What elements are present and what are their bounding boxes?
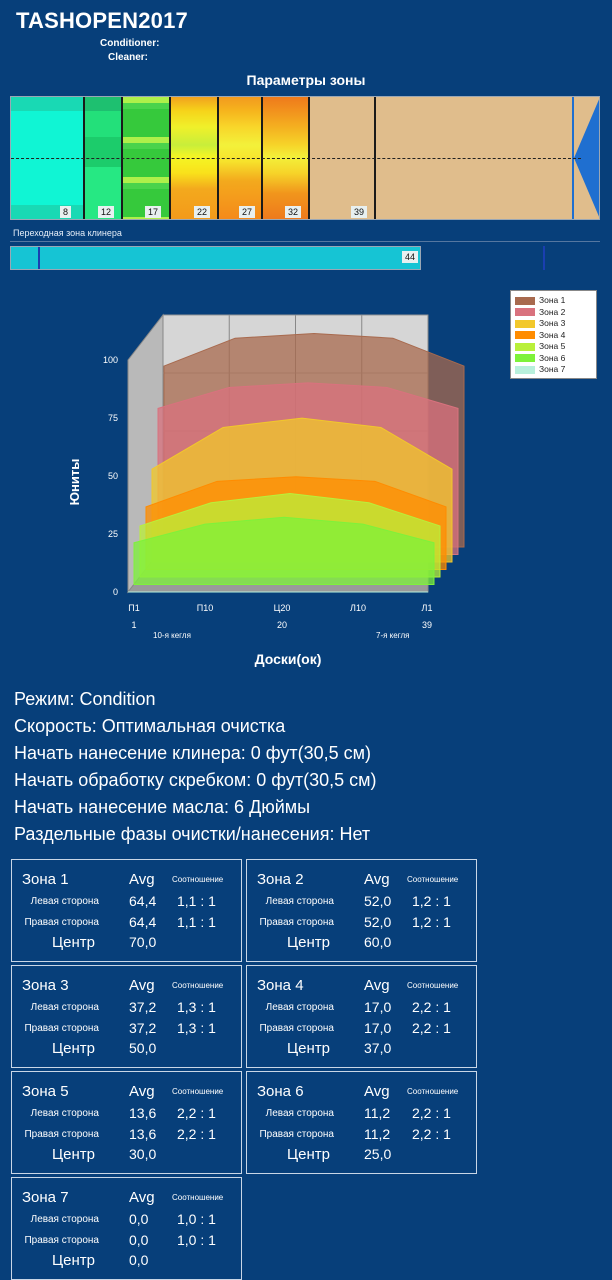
right-ratio-value: 1,1 : 1 [177,914,216,930]
right-side-label: Правая сторона [259,917,334,928]
divider [10,241,600,242]
left-side-label: Левая сторона [265,896,334,907]
left-ratio-value: 2,2 : 1 [412,999,451,1015]
left-avg-value: 13,6 [129,1105,157,1121]
legend-label: Зона 7 [539,364,566,374]
zone-params-bar [10,96,600,220]
legend-item [515,295,565,306]
zone-card-title: Зона 2 [257,871,304,888]
ratio-header: Соотношение [172,981,224,990]
center-label: Центр [52,1040,95,1057]
center-label: Центр [52,934,95,951]
avg-header: Avg [129,977,155,994]
pattern-title: TASHOPEN2017 [16,8,188,33]
left-side-label: Левая сторона [30,1214,99,1225]
legend-item [515,353,565,364]
center-label: Центр [287,1146,330,1163]
right-ratio-value: 1,2 : 1 [412,914,451,930]
right-ratio-value: 2,2 : 1 [412,1126,451,1142]
center-value: 37,0 [364,1040,392,1056]
zone-marker: 39 [351,206,367,218]
right-ratio-value: 1,0 : 1 [177,1232,216,1248]
left-side-label: Левая сторона [265,1002,334,1013]
legend-label: Зона 4 [539,329,566,340]
y-tick-label: 50 [107,471,118,481]
zone-card [11,965,242,1068]
center-value: 50,0 [129,1040,157,1056]
legend-label: Зона 2 [539,306,566,317]
right-side-label: Правая сторона [24,1023,99,1034]
avg-header: Avg [364,1083,390,1100]
info-split-phases: Раздельные фазы очистки/нанесения: Нет [14,824,371,844]
conditioner-label: Conditioner: [100,38,160,49]
left-side-label: Левая сторона [265,1108,334,1119]
zone-card-title: Зона 1 [22,871,69,888]
avg-header: Avg [364,871,390,888]
right-ratio-value: 2,2 : 1 [412,1020,451,1036]
info-oil-start: Начать нанесение масла: 6 Дюймы [14,797,311,817]
zone-card-title: Зона 3 [22,977,69,994]
center-value: 30,0 [129,1146,157,1162]
center-value: 25,0 [364,1146,392,1162]
legend-item [515,341,565,352]
right-side-label: Правая сторона [24,917,99,928]
ratio-header: Соотношение [172,1087,224,1096]
center-label: Центр [287,1040,330,1057]
legend-label: Зона 5 [539,341,566,351]
right-side-label: Правая сторона [259,1023,334,1034]
right-ratio-value: 1,3 : 1 [177,1020,216,1036]
zone-card [11,859,242,962]
center-label: Центр [287,934,330,951]
y-tick-label: 75 [107,413,118,423]
zone-marker: 17 [145,206,161,218]
y-tick-label: 100 [102,355,118,365]
zone-card [246,1071,477,1174]
right-avg-value: 0,0 [129,1232,149,1248]
left-avg-value: 0,0 [129,1211,149,1227]
legend-item [515,307,565,318]
y-tick-label: 0 [112,587,118,597]
right-avg-value: 13,6 [129,1126,157,1142]
legend-label: Зона 1 [539,295,566,305]
x-tick-label: П10 [196,603,214,613]
right-avg-value: 17,0 [364,1020,392,1036]
ratio-header: Соотношение [172,875,224,884]
right-avg-value: 37,2 [129,1020,157,1036]
center-label: Центр [52,1252,95,1269]
left-avg-value: 11,2 [364,1105,391,1121]
left-ratio-value: 1,3 : 1 [177,999,216,1015]
zone-card-title: Зона 4 [257,977,304,994]
right-side-label: Правая сторона [24,1235,99,1246]
zone-marker: 22 [194,206,210,218]
y-axis-label: Юниты [67,458,82,506]
x-axis-label: Доски(ок) [254,651,322,667]
zone-card [246,965,477,1068]
left-avg-value: 64,4 [129,893,157,909]
ratio-header: Соотношение [172,1193,224,1202]
left-avg-value: 52,0 [364,893,392,909]
cleaner-transition-label: Переходная зона клинера [13,228,122,238]
y-tick-label: 25 [107,529,118,539]
pin-note: 10-я кегля [153,631,191,640]
board-number: 39 [421,620,433,630]
legend-item [515,330,565,341]
x-tick-label: Л10 [350,603,366,613]
info-speed: Скорость: Оптимальная очистка [14,716,286,736]
center-value: 60,0 [364,934,392,950]
zone-card [246,859,477,962]
left-ratio-value: 1,2 : 1 [412,893,451,909]
left-ratio-value: 2,2 : 1 [412,1105,451,1121]
board-number: 20 [276,620,288,630]
legend-item [515,364,565,375]
zone-card-title: Зона 6 [257,1083,304,1100]
legend-label: Зона 6 [539,352,566,363]
right-side-label: Правая сторона [24,1129,99,1140]
right-avg-value: 52,0 [364,914,392,930]
info-cleaner-start: Начать нанесение клинера: 0 фут(30,5 см) [14,743,372,763]
left-ratio-value: 1,1 : 1 [177,893,216,909]
zone-params-heading: Параметры зоны [246,72,366,88]
x-tick-label: П1 [128,603,140,613]
zone-marker: 8 [60,206,71,218]
legend-label: Зона 3 [539,318,566,328]
zone-card-title: Зона 5 [22,1083,69,1100]
right-ratio-value: 2,2 : 1 [177,1126,216,1142]
chart-legend [510,290,597,379]
info-mode: Режим: Condition [14,689,156,709]
avg-header: Avg [129,1083,155,1100]
zone-card-title: Зона 7 [22,1189,69,1206]
transition-marker: 44 [402,251,418,263]
left-side-label: Левая сторона [30,1002,99,1013]
ratio-header: Соотношение [407,875,459,884]
info-scraper-start: Начать обработку скребком: 0 фут(30,5 см) [14,770,377,790]
right-avg-value: 11,2 [364,1126,391,1142]
left-side-label: Левая сторона [30,896,99,907]
board-number: 1 [131,620,137,630]
zone-card [11,1071,242,1174]
left-side-label: Левая сторона [30,1108,99,1119]
left-ratio-value: 2,2 : 1 [177,1105,216,1121]
center-value: 0,0 [129,1252,149,1268]
avg-header: Avg [129,1189,155,1206]
cleaner-label: Cleaner: [108,52,149,63]
x-tick-label: Ц20 [273,603,291,613]
avg-header: Avg [129,871,155,888]
legend-item [515,318,565,329]
cleaner-transition-bar [10,246,421,270]
zone-marker: 12 [98,206,114,218]
avg-header: Avg [364,977,390,994]
right-side-label: Правая сторона [259,1129,334,1140]
pin-note: 7-я кегля [376,631,410,640]
transition-end-marker [543,246,545,270]
right-avg-value: 64,4 [129,914,157,930]
x-tick-label: Л1 [421,603,433,613]
ratio-header: Соотношение [407,1087,459,1096]
left-avg-value: 37,2 [129,999,157,1015]
zone-card [11,1177,242,1280]
left-avg-value: 17,0 [364,999,392,1015]
center-value: 70,0 [129,934,157,950]
zone-marker: 27 [239,206,255,218]
center-label: Центр [52,1146,95,1163]
zone-marker: 32 [285,206,301,218]
left-ratio-value: 1,0 : 1 [177,1211,216,1227]
ratio-header: Соотношение [407,981,459,990]
